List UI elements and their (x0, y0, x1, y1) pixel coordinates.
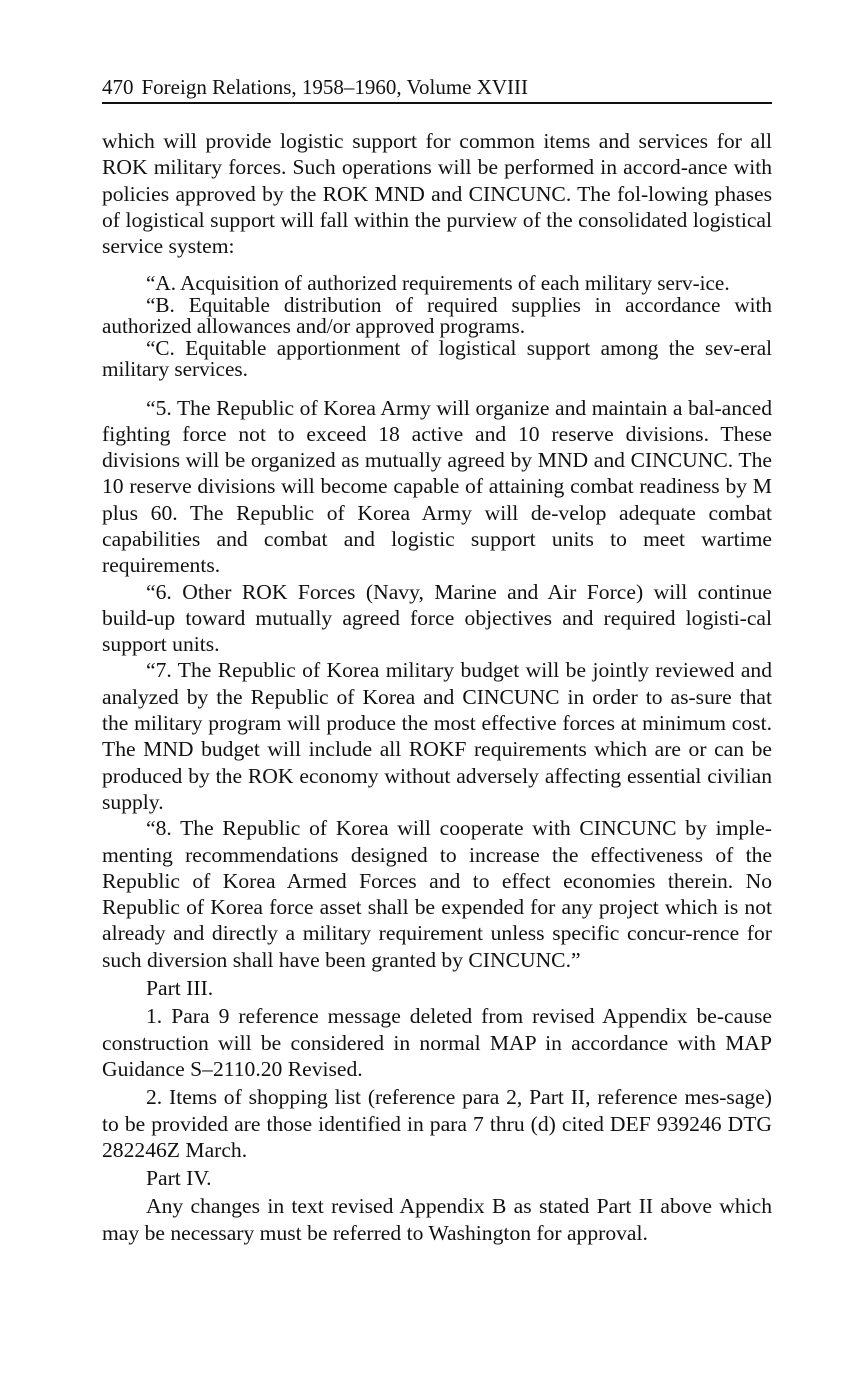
part-4-text: Any changes in text revised Appendix B as stated Part II above which may be necessary must be referred to Washington for approval. (102, 1194, 772, 1245)
paragraph-8: “8. The Republic of Korea will cooperate with CINCUNC by imple-menting recommendations designed to increase the effectiveness of the Republic of Korea Armed Forces and to effect economies therein. No Republic of Korea force asset shall be expended for any project which is not already and directly a military requirement unless specific concur-rence for such diversion shall have been granted by CINCUNC.” (102, 816, 772, 972)
part-3-heading: Part III. (146, 976, 214, 1001)
volume-title: Foreign Relations, 1958–1960, Volume XVIII (141, 75, 529, 99)
paragraph-7: “7. The Republic of Korea military budget will be jointly reviewed and analyzed by the Republic of Korea and CINCUNC in order to as-sure that the military program will produce the most effective forces at minimum cost. The MND budget will include all ROKF requirements which are or can be produced by the ROK economy without adversely affecting essential civilian supply. (102, 658, 772, 814)
document-page (102, 74, 772, 1246)
paragraph-intro: which will provide logistic support for common items and services for all ROK military forces. Such operations will be performed in accord-ance with policies approved by the ROK MND and CINCUNC. The fol-lowing phases of logistical support will fall within the purview of the consolidated logistical service system: (102, 129, 772, 259)
paragraph-6: “6. Other ROK Forces (Navy, Marine and Air Force) will continue build-up toward mutually agreed force objectives and required logisti-cal support units. (102, 579, 772, 657)
paragraph-sub-c: “C. Equitable apportionment of logistical support among the sev-eral military services. (102, 335, 772, 382)
paragraph-5: “5. The Republic of Korea Army will organize and maintain a bal-anced fighting force not to exceed 18 active and 10 reserve divisions. These divisions will be organized as mutually agreed by MND and CINCUNC. The 10 reserve divisions will become capable of attaining combat readiness by M plus 60. The Republic of Korea Army will de-velop adequate combat capabilities and combat and logistic support units to meet wartime requirements. (102, 395, 772, 578)
page-number: 470 (102, 75, 134, 99)
running-head (102, 74, 772, 104)
paragraph-sub-b: “B. Equitable distribution of required supplies in accordance with authorized allowances and/or approved programs. (102, 292, 772, 339)
paragraph-sub-a: “A. Acquisition of authorized requirements of each military serv-ice. (146, 271, 730, 296)
body-text (102, 128, 772, 1246)
part-4-heading: Part IV. (146, 1166, 212, 1191)
part-3-item-1: 1. Para 9 reference message deleted from revised Appendix be-cause construction will be considered in normal MAP in accordance with MAP Guidance S–2110.20 Revised. (102, 1004, 772, 1081)
part-3-item-2: 2. Items of shopping list (reference para 2, Part II, reference mes-sage) to be provided are those identified in para 7 thru (d) cited DEF 939246 DTG 282246Z March. (102, 1085, 772, 1162)
